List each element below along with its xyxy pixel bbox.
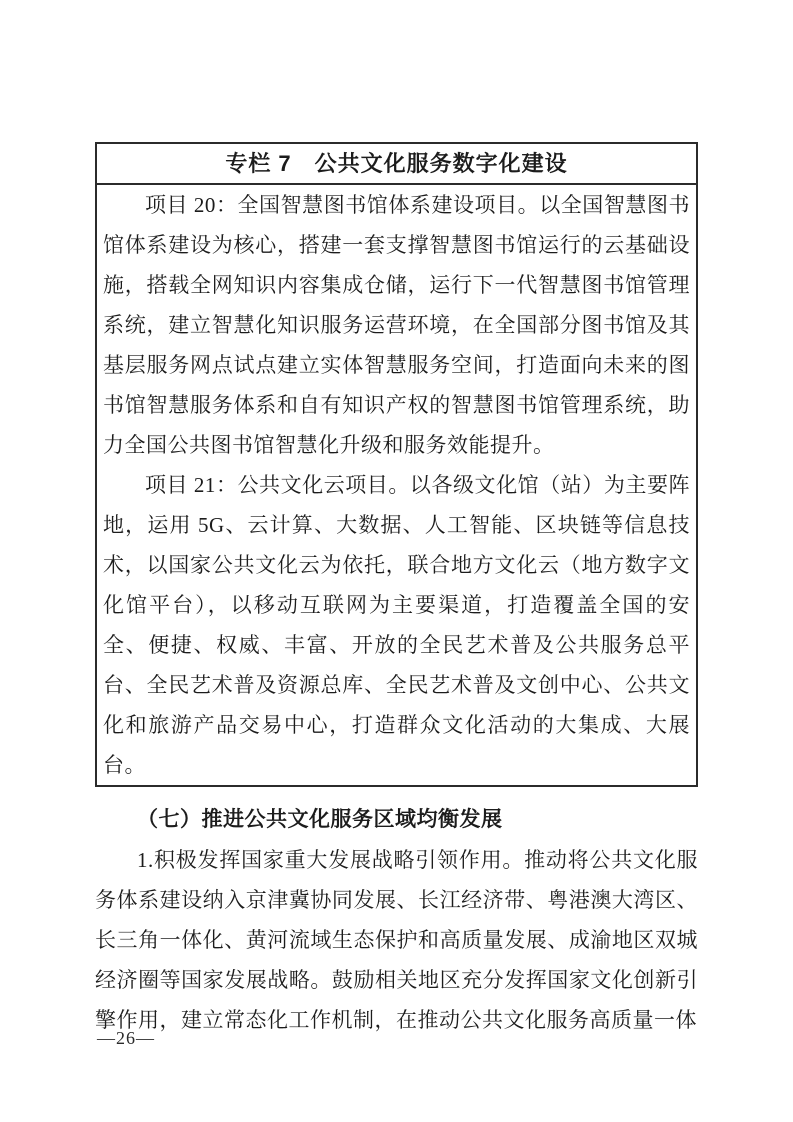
body-paragraph-lead: 1.积极发挥国家重大发展战略引领作用。	[137, 848, 525, 872]
column-7-panel	[95, 142, 698, 787]
page-content	[95, 142, 698, 1040]
panel-body	[97, 185, 696, 785]
section-heading: （七）推进公共文化服务区域均衡发展	[137, 808, 503, 831]
body-paragraph-text: 推动将公共文化服务体系建设纳入京津冀协同发展、长江经济带、粤港澳大湾区、长三角一体化、黄河流域生态保护和高质量发展、成渝地区双城经济圈等国家发展战略。鼓励相关地区充分发挥国家文化创新引擎作用，建立常态化工作机制，在推动公共文化服务高质量一体	[95, 848, 698, 1032]
panel-paragraph-project-20: 项目 20：全国智慧图书馆体系建设项目。以全国智慧图书馆体系建设为核心，搭建一套支撑智慧图书馆运行的云基础设施，搭载全网知识内容集成仓储，运行下一代智慧图书馆管理系统，建立智慧化知识服务运营环境，在全国部分图书馆及其基层服务网点试点建立实体智慧服务空间，打造面向未来的图书馆智慧服务体系和自有知识产权的智慧图书馆管理系统，助力全国公共图书馆智慧化升级和服务效能提升。	[103, 193, 690, 457]
page-number: —26—	[97, 1028, 155, 1048]
panel-title: 专栏 7 公共文化服务数字化建设	[97, 144, 696, 185]
body-paragraph	[95, 840, 698, 1040]
panel-paragraph-project-21: 项目 21：公共文化云项目。以各级文化馆（站）为主要阵地，运用 5G、云计算、大数据、人工智能、区块链等信息技术，以国家公共文化云为依托，联合地方文化云（地方数字文化馆平台），以移动互联网为主要渠道，打造覆盖全国的安全、便捷、权威、丰富、开放的全民艺术普及公共服务总平台、全民艺术普及资源总库、全民艺术普及文创中心、公共文化和旅游产品交易中心，打造群众文化活动的大集成、大展台。	[103, 473, 690, 777]
